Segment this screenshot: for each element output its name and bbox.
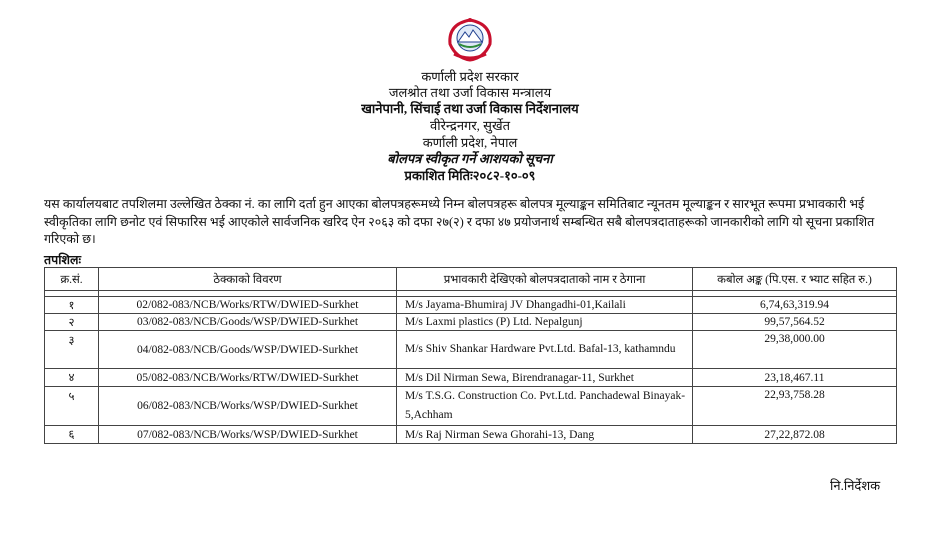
cell-sn: ४ (45, 369, 99, 387)
cell-description: 07/082-083/NCB/Works/WSP/DWIED-Surkhet (99, 426, 397, 444)
cell-description: 06/082-083/NCB/Works/WSP/DWIED-Surkhet (99, 387, 397, 426)
cell-amount: 23,18,467.11 (693, 369, 897, 387)
header-city: वीरेन्द्रनगर, सुर्खेत (429, 118, 510, 133)
cell-sn: ३ (45, 331, 99, 369)
signature-title: नि.निर्देशक (830, 478, 881, 493)
table-header-row (45, 268, 897, 291)
cell-sn: १ (45, 297, 99, 314)
header-province-government: कर्णाली प्रदेश सरकार (421, 69, 519, 84)
header-bidder: प्रभावकारी देखिएको बोलपत्रदाताको नाम र ठेगाना (397, 268, 693, 291)
cell-description: 02/082-083/NCB/Works/RTW/DWIED-Surkhet (99, 297, 397, 314)
cell-description: 05/082-083/NCB/Works/RTW/DWIED-Surkhet (99, 369, 397, 387)
cell-bidder: M/s Raj Nirman Sewa Ghorahi-13, Dang (397, 426, 693, 444)
header-directorate: खानेपानी, सिंचाई तथा उर्जा विकास निर्देशनालय (361, 101, 579, 116)
table-row (45, 314, 897, 331)
cell-sn: ६ (45, 426, 99, 444)
award-table (44, 267, 897, 444)
table-row (45, 331, 897, 369)
publish-date: प्रकाशित मितिः२०८२-१०-०९ (404, 168, 536, 183)
table-row (45, 297, 897, 314)
table-row (45, 426, 897, 444)
cell-amount: 22,93,758.28 (693, 387, 897, 426)
notice-title: बोलपत्र स्वीकृत गर्ने आशयको सूचना (387, 151, 553, 166)
cell-bidder: M/s Jayama-Bhumiraj JV Dhangadhi-01,Kailali (397, 297, 693, 314)
table-row (45, 387, 897, 426)
cell-sn: ५ (45, 387, 99, 426)
cell-bidder: M/s Dil Nirman Sewa, Birendranagar-11, Surkhet (397, 369, 693, 387)
cell-bidder: M/s Laxmi plastics (P) Ltd. Nepalgunj (397, 314, 693, 331)
header-amount: कबोल अङ्क (पि.एस. र भ्याट सहित रु.) (693, 268, 897, 291)
header-ministry: जलश्रोत तथा उर्जा विकास मन्त्रालय (388, 85, 552, 100)
header-country: कर्णाली प्रदेश, नेपाल (422, 135, 518, 150)
cell-description: 04/082-083/NCB/Goods/WSP/DWIED-Surkhet (99, 331, 397, 369)
cell-bidder: M/s Shiv Shankar Hardware Pvt.Ltd. Bafal-13, kathamndu (397, 331, 693, 369)
details-label: तपशिलः (44, 253, 81, 267)
cell-amount: 27,22,872.08 (693, 426, 897, 444)
cell-amount: 29,38,000.00 (693, 331, 897, 369)
cell-bidder: M/s T.S.G. Construction Co. Pvt.Ltd. Panchadewal Binayak-5,Achham (397, 387, 693, 426)
cell-description: 03/082-083/NCB/Goods/WSP/DWIED-Surkhet (99, 314, 397, 331)
header-sn: क्र.सं. (45, 268, 99, 291)
header-description: ठेक्काको विवरण (99, 268, 397, 291)
nepal-emblem-icon (444, 14, 496, 64)
cell-amount: 99,57,564.52 (693, 314, 897, 331)
table-row (45, 369, 897, 387)
cell-amount: 6,74,63,319.94 (693, 297, 897, 314)
cell-sn: २ (45, 314, 99, 331)
intro-paragraph: यस कार्यालयबाट तपशिलमा उल्लेखित ठेक्का नं. का लागि दर्ता हुन आएका बोलपत्रहरूमध्ये निम्न बोलपत्रहरू बोलपत्र मूल्याङ्कन समितिबाट न्यूनतम मूल्याङ्कन र सारभूत रूपमा प्रभावकारी भई स्वीकृतिका लागि छनोट एवं सिफारिस भई आएकोले सार्वजनिक खरिद ऐन २०६३ को दफा २७(२) र दफा ४७ प्रयोजनार्थ सम्बन्धित सबै बोलपत्रदाताहरूको जानकारीको लागि यो सूचना प्रकाशित गरिएको छ। (44, 197, 875, 246)
